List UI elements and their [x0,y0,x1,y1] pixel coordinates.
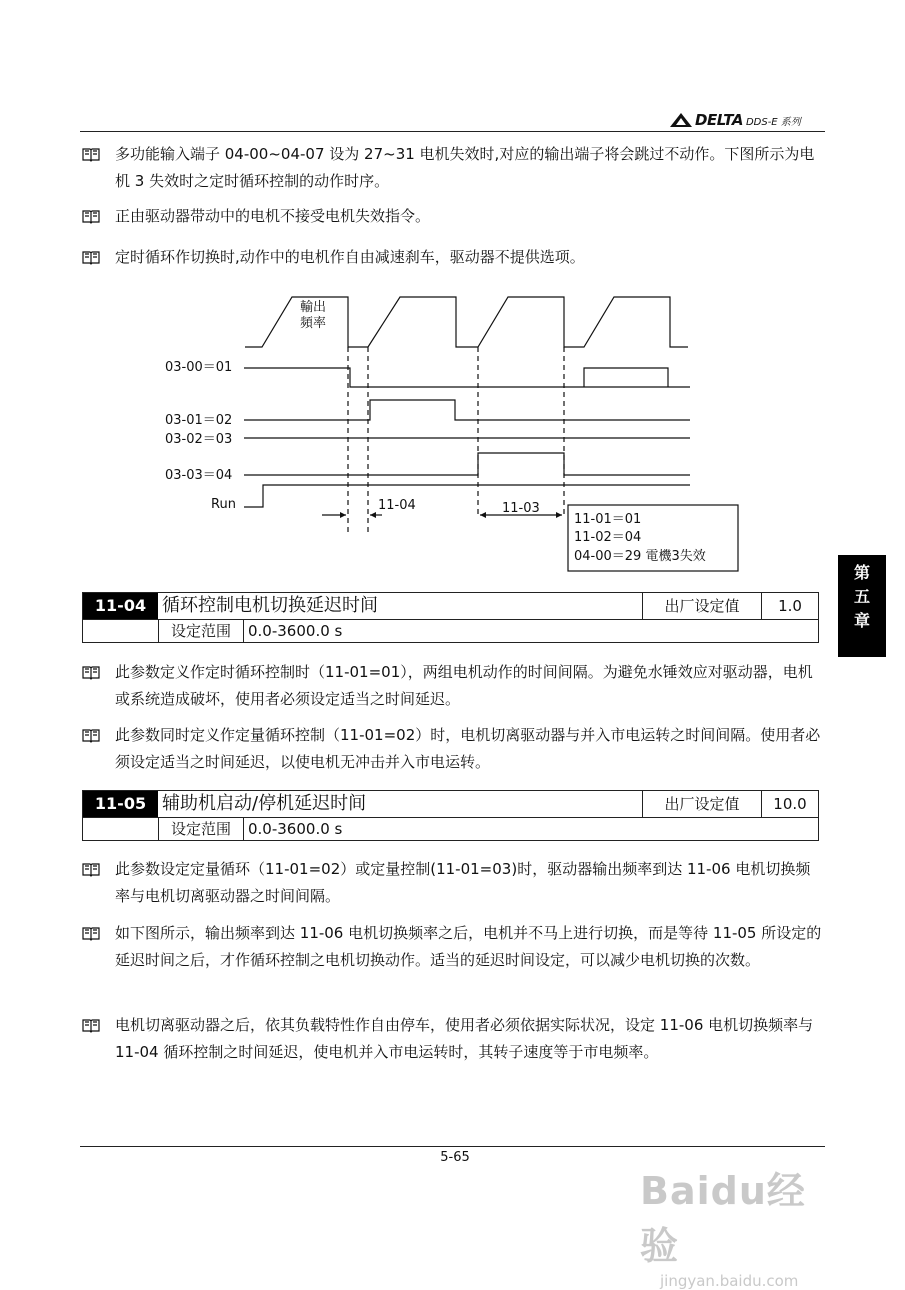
output-frequency-label: 輸出 [300,300,327,315]
signal-line-0300-motor3 [584,368,668,387]
watermark-line1: Baidu经验 [640,1169,806,1268]
parameter-code: 11-05 [83,791,158,817]
signal-line-0301 [244,400,690,420]
parameter-table-1104 [82,592,819,643]
baidu-watermark [640,1160,840,1290]
delta-logo [668,110,828,130]
range-value: 0.0-3600.0 s [248,622,343,640]
book-icon [82,1018,100,1033]
signal-label-0302: 03-02＝03 [165,432,233,447]
parameter-code: 11-04 [83,593,158,619]
chapter-tab-char: 章 [853,611,870,630]
paragraph-text: 正由驱动器带动中的电机不接受电机失效指令。 [115,207,431,225]
range-value: 0.0-3600.0 s [248,820,343,838]
paragraph-text: 此参数设定定量循环（11-01=02）或定量控制(11-01=03)时，驱动器输出频率到达 11-06 电机切换频率与电机切离驱动器之时间间隔。 [115,860,811,905]
paragraph [82,659,822,713]
book-icon [82,665,100,680]
paragraph [82,203,822,230]
chapter-tab-char: 第 [853,563,870,582]
book-icon [82,728,100,743]
paragraph-text: 定时循环作切换时,动作中的电机作自由减速刹车，驱动器不提供选项。 [115,248,585,266]
parameter-name: 辅助机启动/停机延迟时间 [158,791,643,817]
brand-name: DELTA [695,111,743,129]
factory-setting-value: 1.0 [778,597,802,615]
signal-line-0303 [244,453,690,475]
header-rule [80,131,825,132]
book-icon [82,209,100,224]
book-icon [82,926,100,941]
delay-label-1104: 11-04 [378,498,416,513]
page-number: 5-65 [440,1150,470,1165]
signal-line-run [244,485,690,507]
setting-line: 04-00＝29 電機3失效 [574,549,706,564]
book-icon [82,862,100,877]
chapter-tab-char: 五 [853,587,870,606]
setting-line: 11-01＝01 [574,512,642,527]
parameter-name: 循环控制电机切换延迟时间 [158,593,643,619]
signal-label-run: Run [211,497,236,512]
signal-label-0300: 03-00＝01 [165,360,233,375]
paragraph [82,920,822,974]
paragraph [82,1012,822,1066]
factory-setting-value: 10.0 [773,795,807,813]
delta-triangle-icon [668,112,694,128]
signal-line-0300 [244,368,690,387]
book-icon [82,250,100,265]
factory-setting-label: 出厂设定值 [643,593,762,619]
paragraph-text: 电机切离驱动器之后，依其负载特性作自由停车，使用者必须依据实际状况，设定 11-06 电机切换频率与 11-04 循环控制之时间延迟，使电机并入市电运转时，其转子速度等于市电频率。 [115,1016,814,1061]
signal-label-0301: 03-01＝02 [165,413,233,428]
paragraph [82,141,822,195]
paragraph [82,856,822,910]
series-name: DDS-E 系列 [745,116,801,128]
timing-diagram [160,285,740,575]
blank-cell [83,818,159,840]
book-icon [82,147,100,162]
blank-cell [83,620,159,642]
paragraph [82,722,822,776]
paragraph-text: 此参数同时定义作定量循环控制（11-01=02）时，电机切离驱动器与并入市电运转之时间间隔。使用者必须设定适当之时间延迟，以使电机无冲击并入市电运转。 [115,726,821,771]
delay-label-1103: 11-03 [502,501,540,516]
footer-rule [80,1146,825,1147]
setting-line: 11-02＝04 [574,530,642,545]
chapter-tab [838,555,886,657]
signal-label-0303: 03-03＝04 [165,468,233,483]
factory-setting-label: 出厂设定值 [643,791,762,817]
paragraph-text: 如下图所示，输出频率到达 11-06 电机切换频率之后，电机并不马上进行切换，而是等待 11-05 所设定的延迟时间之后，才作循环控制之电机切换动作。适当的延迟时间设定，可以减少电机切换的次数。 [115,924,822,969]
output-frequency-label: 頻率 [300,316,327,331]
paragraph-text: 此参数定义作定时循环控制时（11-01=01），两组电机动作的时间间隔。为避免水锤效应对驱动器，电机或系统造成破坏，使用者必须设定适当之时间延迟。 [115,663,813,708]
watermark-line2: jingyan.baidu.com [660,1272,799,1290]
paragraph [82,244,822,271]
range-label: 设定范围 [159,818,244,840]
parameter-table-1105 [82,790,819,841]
paragraph-text: 多功能输入端子 04-00~04-07 设为 27~31 电机失效时,对应的输出端子将会跳过不动作。下图所示为电机 3 失效时之定时循环控制的动作时序。 [115,145,815,190]
range-label: 设定范围 [159,620,244,642]
